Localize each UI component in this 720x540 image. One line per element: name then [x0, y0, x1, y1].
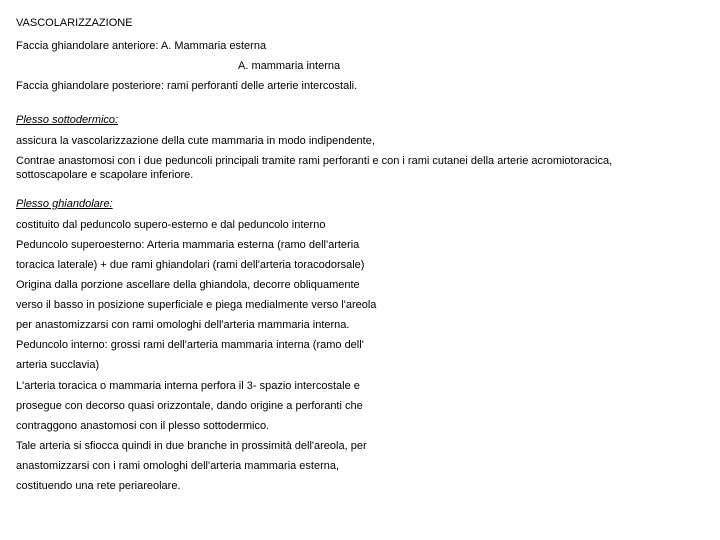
anterior-supply-line: Faccia ghiandolare anteriore: A. Mammaria esterna [16, 40, 267, 52]
glandular-text-line: toracica laterale) + due rami ghiandolari (rami dell'arteria toracodorsale) [16, 259, 365, 271]
subdermal-plexus-heading: Plesso sottodermico: [16, 114, 119, 126]
glandular-text-line: contraggono anastomosi con il plesso sottodermico. [16, 420, 270, 432]
document-title: VASCOLARIZZAZIONE [16, 17, 133, 29]
glandular-text-line: Peduncolo superoesterno: Arteria mammaria esterna (ramo dell'arteria [16, 239, 360, 251]
glandular-text-line: prosegue con decorso quasi orizzontale, dando origine a perforanti che [16, 400, 363, 412]
glandular-text-line: L'arteria toracica o mammaria interna perfora il 3- spazio intercostale e [16, 380, 360, 392]
glandular-plexus-heading: Plesso ghiandolare: [16, 198, 113, 210]
glandular-text-line: anastomizzarsi con i rami omologhi dell'arteria mammaria esterna, [16, 460, 340, 472]
glandular-text-line: Tale arteria si sfiocca quindi in due branche in prossimità dell'areola, per [16, 440, 367, 452]
subdermal-text-line: sottoscapolare e scapolare inferiore. [16, 169, 194, 181]
glandular-text-line: Peduncolo interno: grossi rami dell'arteria mammaria interna (ramo dell' [16, 339, 364, 351]
glandular-text-line: verso il basso in posizione superficiale e piega medialmente verso l'areola [16, 299, 377, 311]
subdermal-text-line: Contrae anastomosi con i due peduncoli principali tramite rami perforanti e con i rami cutanei della arterie acromiotoracica, [16, 155, 613, 167]
posterior-supply-line: Faccia ghiandolare posteriore: rami perforanti delle arterie intercostali. [16, 80, 358, 92]
subdermal-text-line: assicura la vascolarizzazione della cute mammaria in modo indipendente, [16, 135, 375, 147]
glandular-text-line: per anastomizzarsi con rami omologhi dell'arteria mammaria interna. [16, 319, 350, 331]
glandular-text-line: costituendo una rete periareolare. [16, 480, 181, 492]
glandular-text-line: costituito dal peduncolo supero-esterno e dal peduncolo interno [16, 219, 326, 231]
glandular-text-line: Origina dalla porzione ascellare della ghiandola, decorre obliquamente [16, 279, 360, 291]
anterior-supply-continuation: A. mammaria interna [238, 60, 341, 72]
glandular-text-line: arteria succlavia) [16, 359, 100, 371]
